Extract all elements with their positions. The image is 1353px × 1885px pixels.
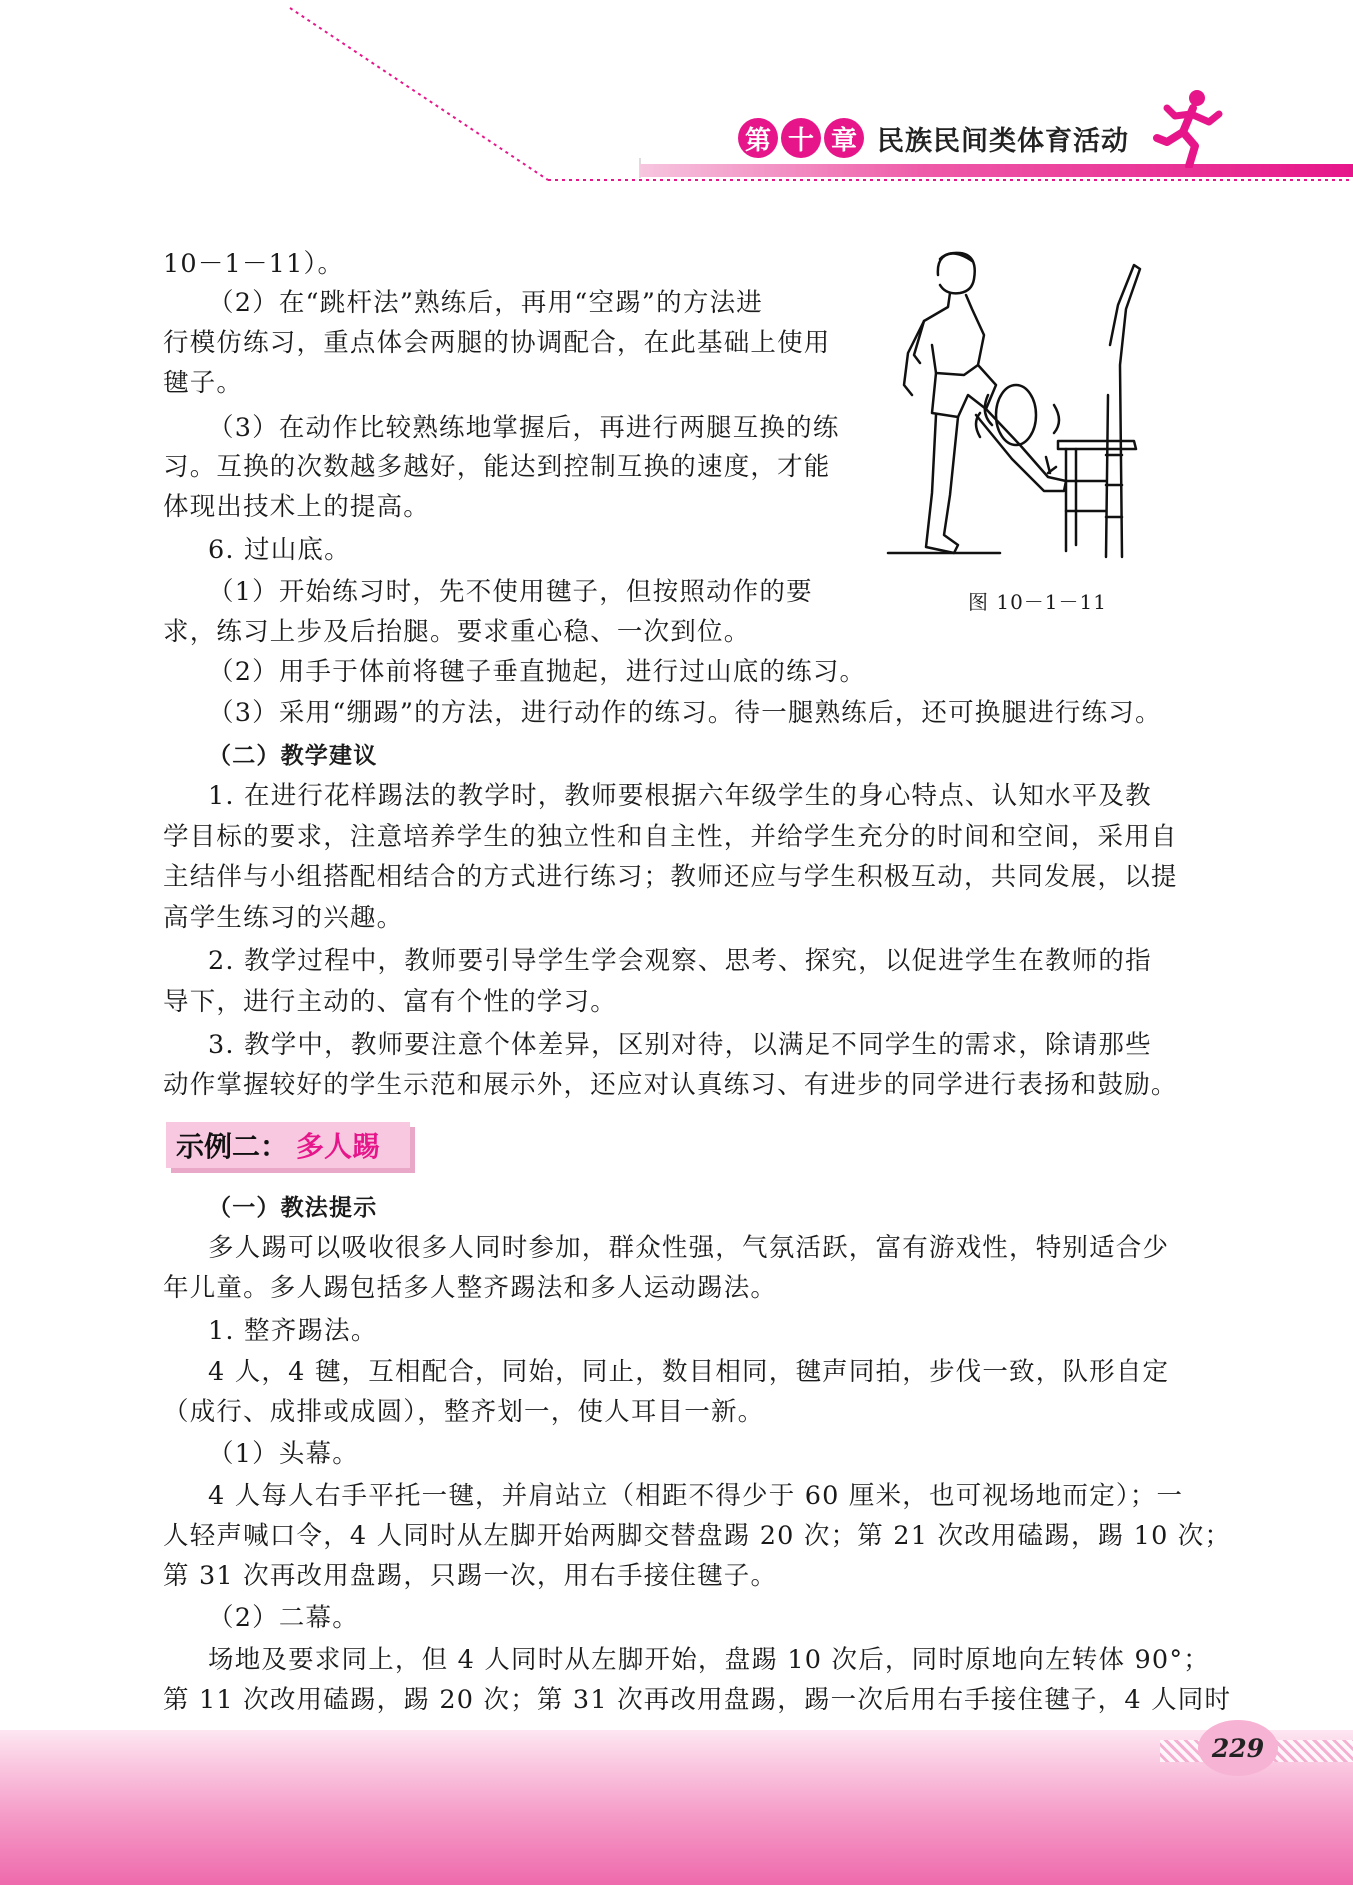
text-line: 4 人每人右手平托一毽，并肩站立（相距不得少于 60 厘米，也可视场地而定）；一 [208, 1481, 1184, 1511]
chapter-char: 十 [781, 118, 821, 158]
text-line: 2. 教学过程中，教师要引导学生学会观察、思考、探究，以促进学生在教师的指 [208, 946, 1152, 976]
example-label-title: 多人踢 [296, 1130, 381, 1163]
section-heading: （二）教学建议 [208, 743, 378, 769]
text-line: 6. 过山底。 [208, 535, 351, 565]
footer-band [0, 1730, 1353, 1885]
example-label-key: 示例二： [176, 1130, 289, 1163]
text-line: 毽子。 [163, 368, 244, 398]
chapter-char: 章 [824, 118, 864, 158]
chapter-title: 民族民间类体育活动 [877, 125, 1129, 157]
text-line: 10－1－11）。 [163, 249, 345, 279]
text-line: 人轻声喊口令，4 人同时从左脚开始两脚交替盘踢 20 次；第 21 次改用磕踢，踢 10 次； [163, 1521, 1232, 1551]
text-line: 1. 在进行花样踢法的教学时，教师要根据六年级学生的身心特点、认知水平及教 [208, 781, 1152, 811]
text-line: 1. 整齐踢法。 [208, 1316, 378, 1346]
page-number-badge [1160, 1720, 1353, 1780]
text-line: （2）二幕。 [208, 1603, 359, 1633]
text-line: 第 31 次再改用盘踢，只踢一次，用右手接住毽子。 [163, 1561, 778, 1591]
text-line: 动作掌握较好的学生示范和展示外，还应对认真练习、有进步的同学进行表扬和鼓励。 [163, 1070, 1178, 1100]
text-line: 导下，进行主动的、富有个性的学习。 [163, 987, 617, 1017]
text-line: 多人踢可以吸收很多人同时参加，群众性强，气氛活跃，富有游戏性，特别适合少 [208, 1233, 1170, 1263]
header-dotted-line [0, 0, 1353, 190]
runner-icon [1153, 88, 1223, 168]
chapter-heading [738, 118, 1129, 158]
text-line: （1）头幕。 [208, 1439, 359, 1469]
text-line: 4 人，4 毽，互相配合，同始，同止，数目相同，毽声同拍，步伐一致，队形自定 [208, 1357, 1170, 1387]
text-line: 第 11 次改用磕踢，踢 20 次；第 31 次再改用盘踢，踢一次后用右手接住毽子，4 人同时 [163, 1685, 1232, 1715]
section-heading: （一）教法提示 [208, 1195, 378, 1221]
kicking-figure-illustration [880, 245, 1190, 575]
text-line: 习。互换的次数越多越好，能达到控制互换的速度，才能 [163, 452, 831, 482]
text-line: 场地及要求同上，但 4 人同时从左脚开始，盘踢 10 次后，同时原地向左转体 90°； [208, 1645, 1210, 1675]
text-line: 求，练习上步及后抬腿。要求重心稳、一次到位。 [163, 617, 751, 647]
page-number: 229 [1198, 1720, 1278, 1776]
text-line: （2）在“跳杆法”熟练后，再用“空踢”的方法进 [208, 288, 763, 318]
text-line: （1）开始练习时，先不使用毽子，但按照动作的要 [208, 577, 813, 607]
text-line: （成行、成排或成圆），整齐划一，使人耳目一新。 [163, 1397, 765, 1427]
text-line: 体现出技术上的提高。 [163, 492, 431, 522]
header-bar [640, 164, 1353, 177]
text-line: 学目标的要求，注意培养学生的独立性和自主性，并给学生充分的时间和空间，采用自 [163, 822, 1178, 852]
text-line: 主结伴与小组搭配相结合的方式进行练习；教师还应与学生积极互动，共同发展，以提 [163, 862, 1178, 892]
text-line: （2）用手于体前将毽子垂直抛起，进行过山底的练习。 [208, 657, 867, 687]
chapter-char: 第 [738, 118, 778, 158]
figure-caption: 图 10－1－11 [968, 590, 1107, 614]
text-line: 3. 教学中，教师要注意个体差异，区别对待，以满足不同学生的需求，除请那些 [208, 1030, 1152, 1060]
text-line: （3）采用“绷踢”的方法，进行动作的练习。待一腿熟练后，还可换腿进行练习。 [208, 698, 1162, 728]
example-label [166, 1122, 410, 1168]
text-line: （3）在动作比较熟练地掌握后，再进行两腿互换的练 [208, 413, 840, 443]
text-line: 高学生练习的兴趣。 [163, 903, 404, 933]
text-line: 行模仿练习，重点体会两腿的协调配合，在此基础上使用 [163, 328, 831, 358]
text-line: 年儿童。多人踢包括多人整齐踢法和多人运动踢法。 [163, 1273, 778, 1303]
